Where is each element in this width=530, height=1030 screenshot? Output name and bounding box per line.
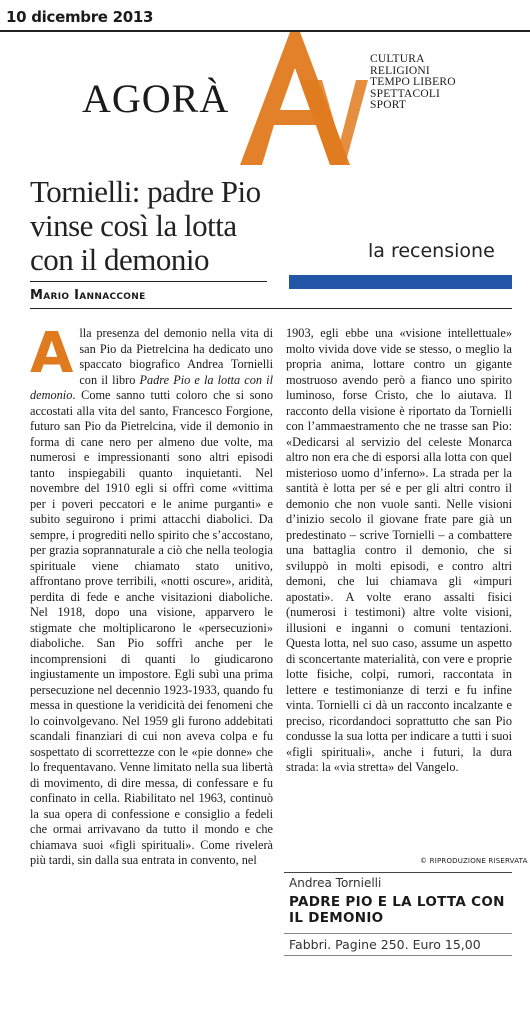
book-box-rule	[284, 872, 512, 873]
book-publication-info: Fabbri. Pagine 250. Euro 15,00	[289, 937, 481, 952]
kicker-bar	[289, 275, 512, 289]
section-list	[370, 54, 456, 112]
book-title: PADRE PIO E LA LOTTA CON IL DEMONIO	[289, 894, 505, 926]
headline-line: con il demonio	[30, 242, 209, 277]
section-item: SPETTACOLI	[370, 87, 441, 100]
book-info-rule	[284, 933, 512, 934]
column-2-text: 1903, egli ebbe una «visione intellettuale» molto vivida dove vide se stesso, o meglio la propria anima, lottare contro un gigante mostruoso avendo però a fianco uno spirito luminoso, forse Cristo, che lo aiutava. Il racconto della visione è riportato da Tornielli con l’ammaestramento che ne trasse san Pio: «Dedicarsi al servizio del celeste Monarca altro non era che di esporsi alla lotta con quel misterioso uomo d’inferno». La strada per la santità è lotta per sé e per gli altri contro il demonio che non vuole santi. Nelle visioni d’inizio secolo il giovane frate pare già un predestinato – scrive Tornielli – a combattere una battaglia contro il demonio, che si sviluppò in molti episodi, e contro altri demoni, che lui chiamava gli «impuri apostati». A volte erano assalti fisici (numerosi i testimoni) altre volte visioni, illusioni e inganni o comuni tentazioni. Questa lotta, nel suo caso, assume un aspetto di sconcertante materialità, con vere e proprie lotte fisiche, colpi, rumori, raccontata in lettere e testimonianze di terzi e fu infine vinta. Tornielli ci dà un racconto incalzante e preciso, ricordandoci soprattutto che san Pio condusse la sua lotta per indicare a tutti i suoi «figli spirituali», anche i futuri, la dura strada: la «via stretta» del Vangelo.	[286, 326, 512, 774]
headline-line: Tornielli: padre Pio	[30, 174, 261, 209]
section-item: CULTURA	[370, 53, 425, 65]
copyright-notice: © RIPRODUZIONE RISERVATA	[420, 857, 528, 865]
brand-wordmark: AGORÀ	[82, 76, 230, 121]
issue-date: 10 dicembre 2013	[6, 8, 154, 26]
book-author: Andrea Tornielli	[289, 876, 382, 890]
byline-rule-bottom	[30, 308, 512, 309]
section-item: RELIGIONI	[370, 64, 430, 77]
headline-line: vinse così la lotta	[30, 208, 237, 243]
dropcap: A	[30, 321, 74, 386]
article-column-1	[30, 321, 273, 869]
book-info-rule-bottom	[284, 955, 512, 956]
agora-logo	[0, 20, 370, 170]
section-item: TEMPO LIBERO	[370, 76, 456, 88]
column-1-text: lla presenza del demonio nella vita di san Pio da Pietrelcina ha dedicato uno spaccato biografico Andrea Tornielli con il libro Padre Pio e la lotta con il demonio. Come sanno tutti coloro che si sono accostati alla vita del santo, Francesco Forgione, futuro san Pio da Pietrelcina, vide il demonio in forma di cane nero per almeno due volte, ma numerosi e impressionanti sono altri episodi tanto inspiegabili quanto inquietanti. Nel novembre del 1910 egli si offrì come «vittima per i poveri peccatori e le anime purganti» e subito seguirono i primi attacchi diabolici. Da sempre, i progrediti nello spirito che s’accostano, per grazia soprannaturale a ciò che nella teologia spirituale viene chiamato stato unitivo, affrontano prove terribili, «notti oscure», aridità, perdita di fede e anche visitazioni diaboliche. Nel 1918, dopo una visione, apparvero le stigmate che moltiplicarono le «persecuzioni» diaboliche. San Pio soffrì anche per le incomprensioni di quanti lo giudicarono ingiustamente un impostore. Egli subì una prima persecuzione nel decennio 1923-1933, quando fu messa in questione la veridicità dei fenomeni che lo coinvolgevano. Nel 1959 gli furono addebitati scandali finanziari di cui non aveva colpa e fu sospettato di scorrettezze con le «pie donne» che lo frequentavano. Venne limitato nella sua libertà di movimento, di dire messa, di confessare e fu confinato in cella. Riabilitato nel 1963, continuò la sua opera di confessione e consiglio a fedeli che ormai arrivavano da tutto il mondo e che chiamava suoi «figli spirituali». Come rivelerà più tardi, sin dalla sua entrata in convento, nel	[30, 326, 273, 867]
section-item: SPORT	[370, 99, 407, 111]
byline-rule-top	[30, 281, 267, 282]
kicker-label: la recensione	[368, 240, 495, 262]
article-column-2	[286, 326, 512, 776]
article-headline	[30, 175, 330, 277]
article-author: Mario Iannaccone	[30, 288, 146, 303]
